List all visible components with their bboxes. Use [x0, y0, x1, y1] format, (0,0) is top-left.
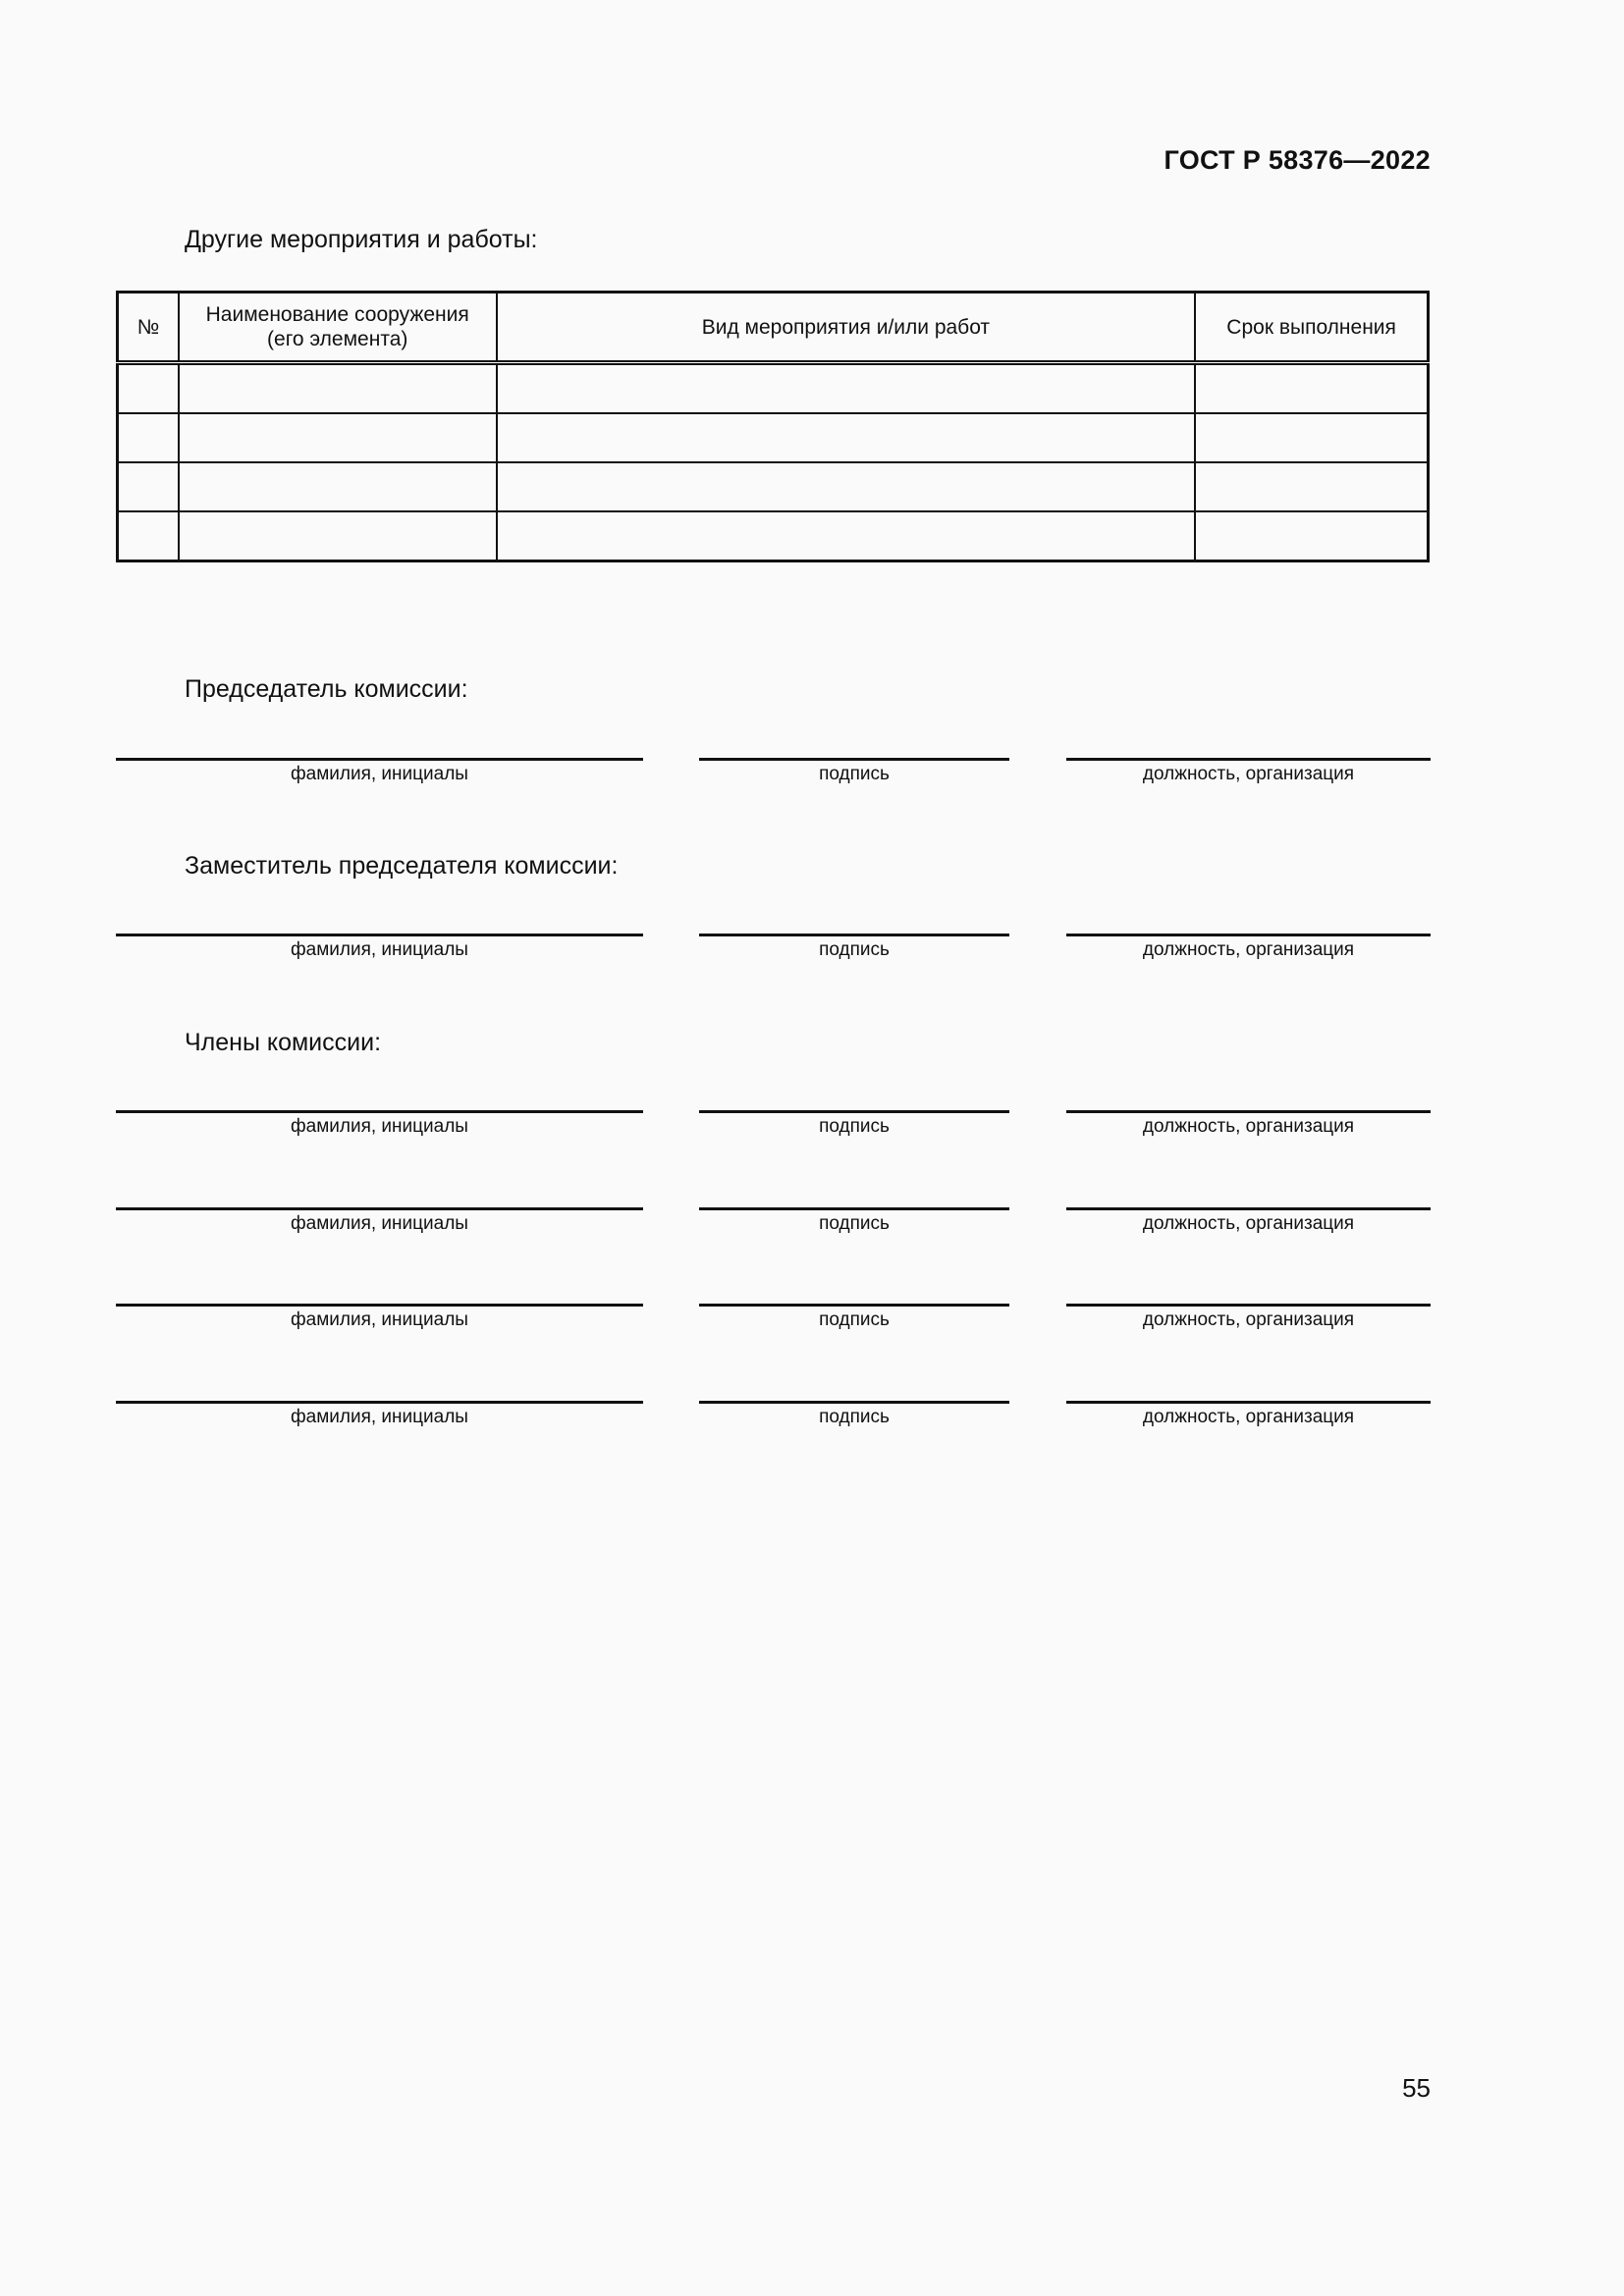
column-header-deadline: Срок выполнения	[1195, 293, 1428, 363]
signature-caption: подпись	[819, 939, 890, 960]
name-caption: фамилия, инициалы	[291, 1116, 468, 1137]
table-cell[interactable]	[118, 462, 179, 511]
works-table	[116, 291, 1430, 562]
name-caption: фамилия, инициалы	[291, 939, 468, 960]
table-cell[interactable]	[1195, 363, 1428, 414]
table-cell[interactable]	[179, 462, 497, 511]
document-code: ГОСТ Р 58376—2022	[1164, 145, 1431, 175]
name-caption: фамилия, инициалы	[291, 1407, 468, 1427]
name-caption: фамилия, инициалы	[291, 1309, 468, 1330]
page-number: 55	[1402, 2073, 1431, 2103]
chairman-name-line[interactable]	[116, 758, 643, 761]
table-header-row	[118, 293, 1429, 363]
position-caption: должность, организация	[1142, 1407, 1355, 1427]
signature-caption: подпись	[819, 1116, 890, 1137]
signature-caption: подпись	[819, 1309, 890, 1330]
table-cell[interactable]	[497, 462, 1196, 511]
deputy-name-line[interactable]	[116, 934, 643, 936]
member-signature-line[interactable]	[699, 1207, 1009, 1210]
deputy-position-line[interactable]	[1066, 934, 1431, 936]
name-caption: фамилия, инициалы	[291, 764, 468, 784]
column-header-work-type: Вид мероприятия и/или работ	[497, 293, 1196, 363]
works-section-heading: Другие мероприятия и работы:	[185, 226, 538, 253]
signature-caption: подпись	[819, 1213, 890, 1234]
position-caption: должность, организация	[1142, 764, 1355, 784]
position-caption: должность, организация	[1142, 1116, 1355, 1137]
table-cell[interactable]	[118, 363, 179, 414]
chairman-signature-line[interactable]	[699, 758, 1009, 761]
member-signature-line[interactable]	[699, 1110, 1009, 1113]
column-header-structure-name	[179, 293, 497, 363]
table-cell[interactable]	[118, 511, 179, 561]
table-cell[interactable]	[179, 413, 497, 462]
member-name-line[interactable]	[116, 1207, 643, 1210]
chairman-heading: Председатель комиссии:	[185, 675, 468, 703]
table-row	[118, 363, 1429, 414]
table-row	[118, 511, 1429, 561]
member-position-line[interactable]	[1066, 1304, 1431, 1307]
table-cell[interactable]	[1195, 462, 1428, 511]
table-cell[interactable]	[497, 363, 1196, 414]
table-cell[interactable]	[118, 413, 179, 462]
position-caption: должность, организация	[1142, 1213, 1355, 1234]
members-heading: Члены комиссии:	[185, 1029, 382, 1056]
table-cell[interactable]	[179, 363, 497, 414]
position-caption: должность, организация	[1142, 939, 1355, 960]
column-header-structure-name-text: Наименование сооружения (его элемента)	[205, 303, 469, 350]
table-cell[interactable]	[1195, 511, 1428, 561]
signature-caption: подпись	[819, 1407, 890, 1427]
table-row	[118, 413, 1429, 462]
name-caption: фамилия, инициалы	[291, 1213, 468, 1234]
table-cell[interactable]	[497, 413, 1196, 462]
member-position-line[interactable]	[1066, 1207, 1431, 1210]
column-header-number: №	[118, 293, 179, 363]
member-position-line[interactable]	[1066, 1401, 1431, 1404]
member-signature-line[interactable]	[699, 1304, 1009, 1307]
table-cell[interactable]	[179, 511, 497, 561]
table-cell[interactable]	[497, 511, 1196, 561]
member-name-line[interactable]	[116, 1110, 643, 1113]
deputy-signature-line[interactable]	[699, 934, 1009, 936]
signature-caption: подпись	[819, 764, 890, 784]
table-cell[interactable]	[1195, 413, 1428, 462]
member-signature-line[interactable]	[699, 1401, 1009, 1404]
member-position-line[interactable]	[1066, 1110, 1431, 1113]
table-row	[118, 462, 1429, 511]
member-name-line[interactable]	[116, 1304, 643, 1307]
chairman-position-line[interactable]	[1066, 758, 1431, 761]
position-caption: должность, организация	[1142, 1309, 1355, 1330]
deputy-heading: Заместитель председателя комиссии:	[185, 852, 619, 880]
member-name-line[interactable]	[116, 1401, 643, 1404]
